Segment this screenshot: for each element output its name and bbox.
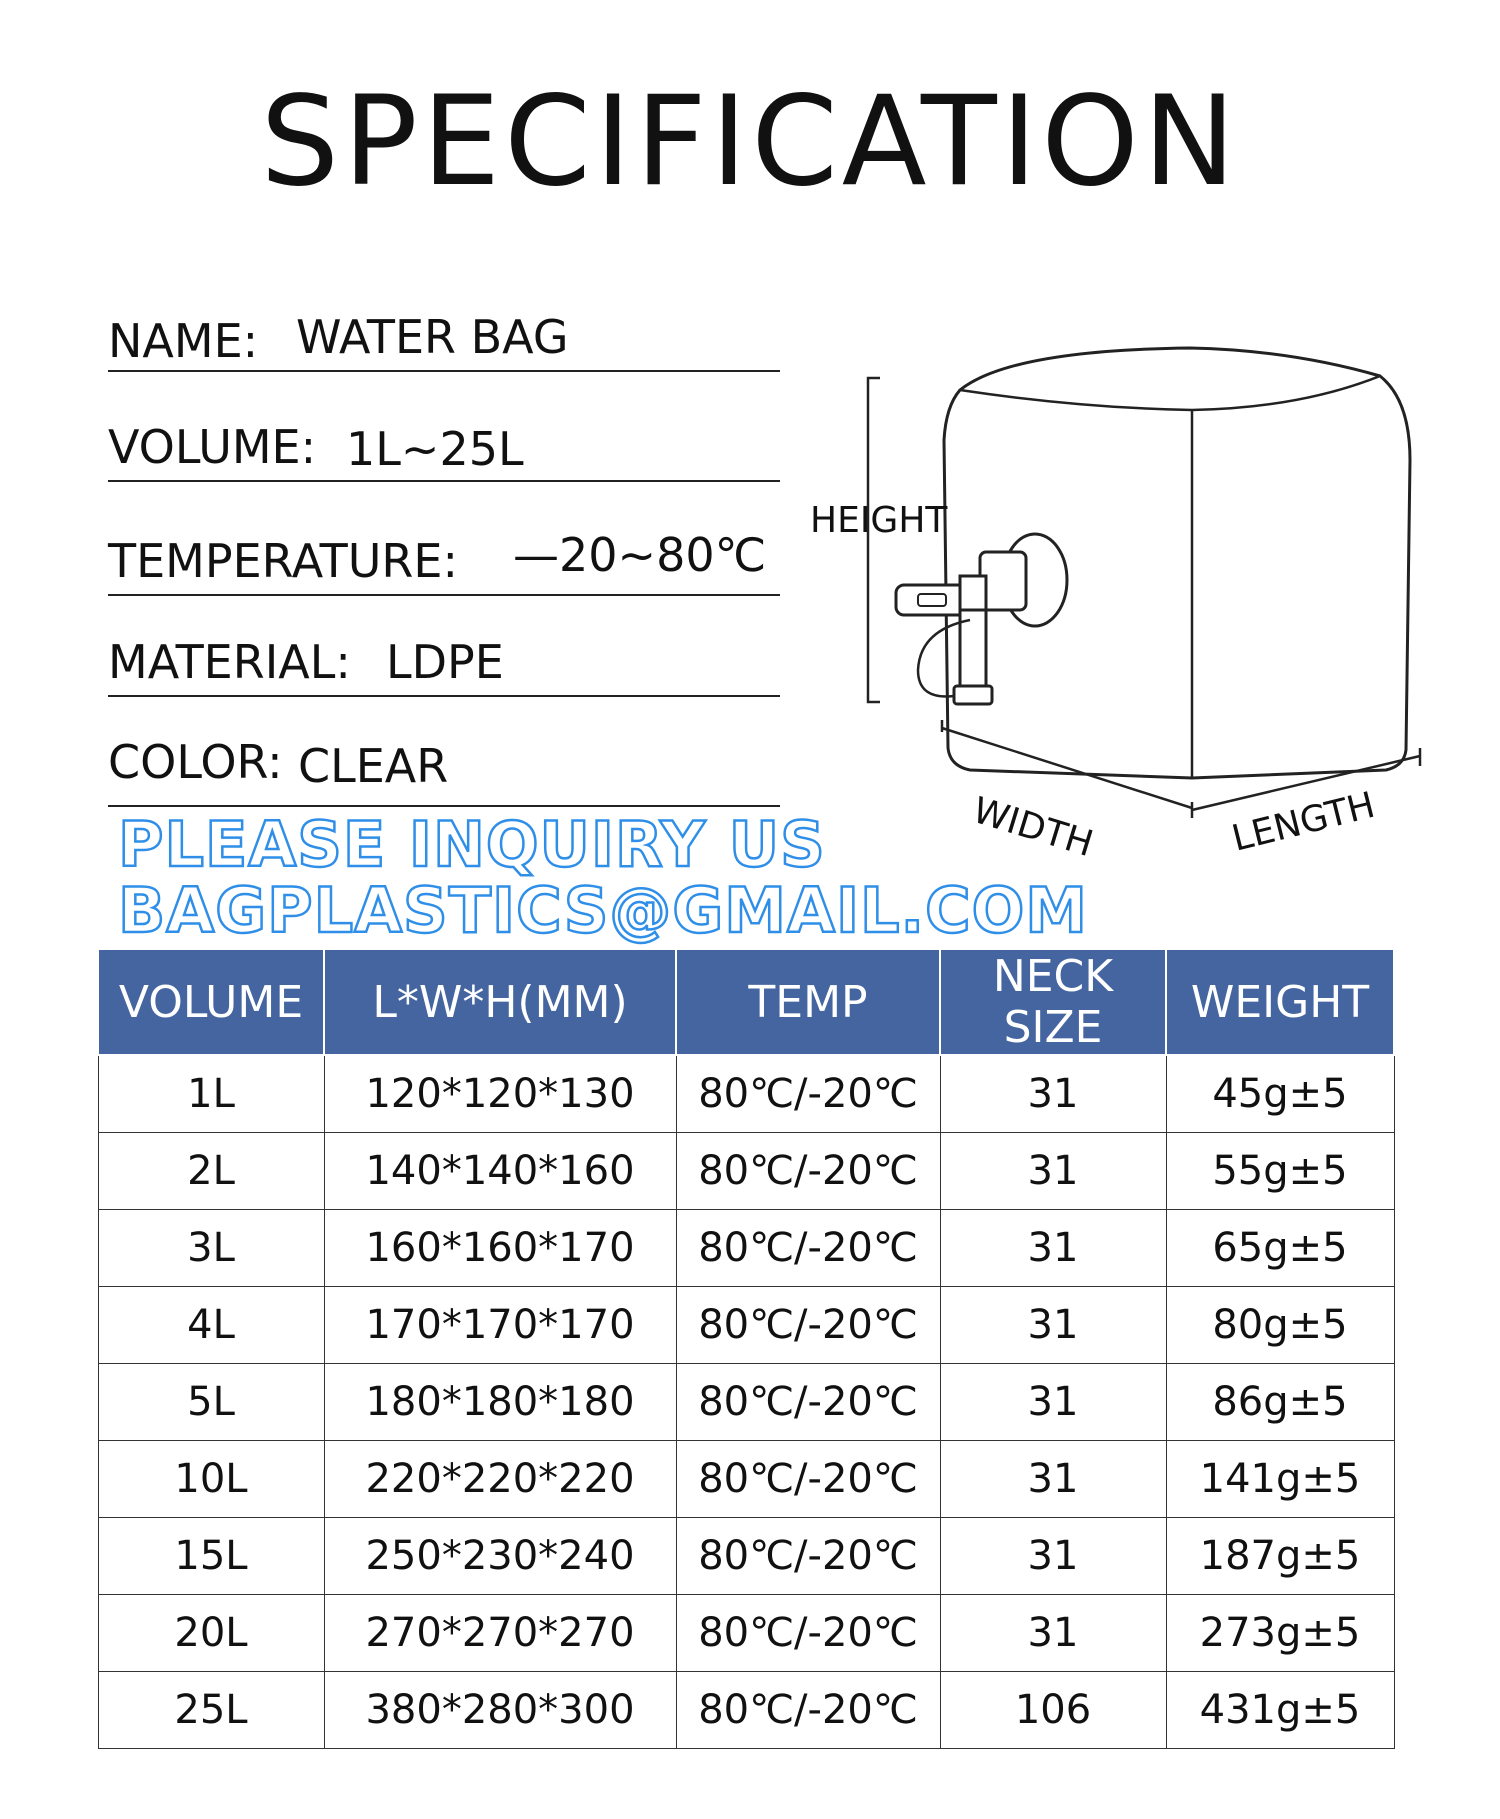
tap-stem: [960, 576, 986, 614]
spec-value: WATER BAG: [296, 310, 569, 364]
cell-weight: 273g±5: [1166, 1595, 1394, 1672]
spec-table: [97, 948, 1395, 1749]
tap-handle-slot: [918, 594, 946, 606]
inquiry-email[interactable]: BAGPLASTICS@GMAIL.COM: [118, 874, 1088, 947]
cell-neck-size: 31: [940, 1441, 1166, 1518]
cell-volume: 1L: [98, 1055, 324, 1133]
cell-dimensions: 160*160*170: [324, 1210, 676, 1287]
cell-weight: 431g±5: [1166, 1672, 1394, 1749]
table-row: [98, 1518, 1394, 1595]
cell-temp: 80℃/-20℃: [676, 1595, 940, 1672]
spec-row-volume: [108, 420, 780, 482]
cell-neck-size: 31: [940, 1364, 1166, 1441]
cell-temp: 80℃/-20℃: [676, 1518, 940, 1595]
spec-value: 1L~25L: [346, 422, 524, 476]
cell-neck-size: 31: [940, 1133, 1166, 1210]
table-row: [98, 1210, 1394, 1287]
cell-volume: 5L: [98, 1364, 324, 1441]
cell-temp: 80℃/-20℃: [676, 1364, 940, 1441]
cell-volume: 3L: [98, 1210, 324, 1287]
table-row: [98, 1287, 1394, 1364]
col-header-weight: WEIGHT: [1166, 949, 1394, 1055]
cell-volume: 4L: [98, 1287, 324, 1364]
inquiry-text: PLEASE INQUIRY US: [118, 808, 826, 881]
cell-weight: 187g±5: [1166, 1518, 1394, 1595]
table-row: [98, 1672, 1394, 1749]
col-header-dimensions: L*W*H(MM): [324, 949, 676, 1055]
cell-temp: 80℃/-20℃: [676, 1441, 940, 1518]
cell-volume: 20L: [98, 1595, 324, 1672]
spec-value: —20~80℃: [513, 528, 767, 582]
col-header-volume: VOLUME: [98, 949, 324, 1055]
table-row: [98, 1595, 1394, 1672]
spec-row-name: [108, 310, 780, 372]
table-row: [98, 1133, 1394, 1210]
spec-label: COLOR:: [108, 735, 283, 789]
water-bag-diagram: [810, 330, 1440, 870]
cell-volume: 15L: [98, 1518, 324, 1595]
cell-weight: 55g±5: [1166, 1133, 1394, 1210]
tap-nozzle: [954, 686, 992, 704]
spec-value: CLEAR: [298, 739, 449, 793]
spec-row-material: [108, 635, 780, 697]
cell-weight: 141g±5: [1166, 1441, 1394, 1518]
cell-temp: 80℃/-20℃: [676, 1133, 940, 1210]
cell-volume: 2L: [98, 1133, 324, 1210]
cell-dimensions: 140*140*160: [324, 1133, 676, 1210]
width-label: WIDTH: [968, 790, 1098, 866]
spec-label: MATERIAL:: [108, 635, 351, 689]
cell-temp: 80℃/-20℃: [676, 1287, 940, 1364]
spec-label: TEMPERATURE:: [108, 534, 458, 588]
cell-weight: 45g±5: [1166, 1055, 1394, 1133]
spec-row-temperature: [108, 528, 780, 596]
col-header-temp: TEMP: [676, 949, 940, 1055]
cell-neck-size: 31: [940, 1595, 1166, 1672]
table-header-row: [98, 949, 1394, 1055]
cell-neck-size: 31: [940, 1210, 1166, 1287]
cell-volume: 10L: [98, 1441, 324, 1518]
spec-value: LDPE: [386, 635, 504, 689]
cell-dimensions: 170*170*170: [324, 1287, 676, 1364]
cell-weight: 65g±5: [1166, 1210, 1394, 1287]
spec-label: NAME:: [108, 314, 259, 368]
cell-neck-size: 31: [940, 1287, 1166, 1364]
table-row: [98, 1055, 1394, 1133]
cell-temp: 80℃/-20℃: [676, 1210, 940, 1287]
water-bag-illustration: [820, 330, 1440, 870]
cell-volume: 25L: [98, 1672, 324, 1749]
cell-dimensions: 120*120*130: [324, 1055, 676, 1133]
cell-temp: 80℃/-20℃: [676, 1672, 940, 1749]
cell-neck-size: 31: [940, 1518, 1166, 1595]
cell-neck-size: 106: [940, 1672, 1166, 1749]
page-title: SPECIFICATION: [260, 70, 1240, 214]
table-row: [98, 1441, 1394, 1518]
spec-row-color: [108, 735, 780, 807]
cell-neck-size: 31: [940, 1055, 1166, 1133]
col-header-neck-size: NECK SIZE: [940, 949, 1166, 1055]
table-row: [98, 1364, 1394, 1441]
length-label: LENGTH: [1228, 784, 1380, 860]
spec-label: VOLUME:: [108, 420, 317, 474]
height-label: HEIGHT: [810, 500, 948, 541]
cell-temp: 80℃/-20℃: [676, 1055, 940, 1133]
cell-weight: 86g±5: [1166, 1364, 1394, 1441]
cell-dimensions: 180*180*180: [324, 1364, 676, 1441]
cell-weight: 80g±5: [1166, 1287, 1394, 1364]
cell-dimensions: 270*270*270: [324, 1595, 676, 1672]
cell-dimensions: 220*220*220: [324, 1441, 676, 1518]
cell-dimensions: 380*280*300: [324, 1672, 676, 1749]
cell-dimensions: 250*230*240: [324, 1518, 676, 1595]
